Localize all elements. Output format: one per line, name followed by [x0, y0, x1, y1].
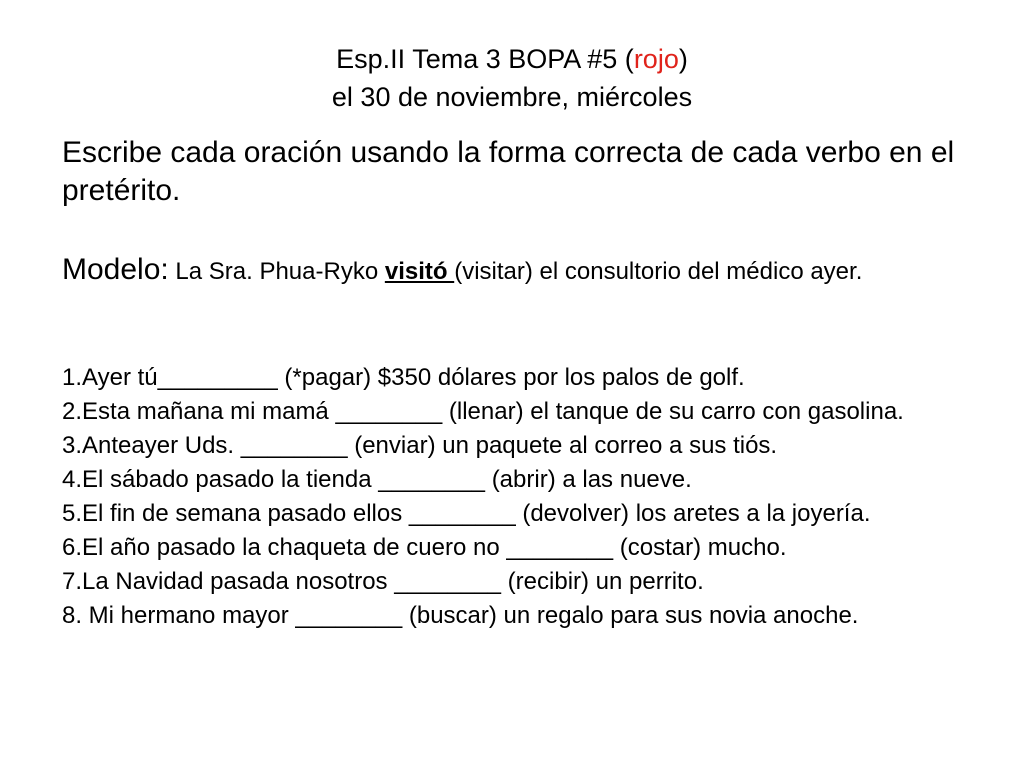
model-sentence-end: (visitar) el consultorio del médico ayer.	[454, 258, 863, 285]
model-example	[62, 252, 962, 290]
title-suffix: )	[678, 44, 688, 74]
instructions-text: Escribe cada oración usando la forma correcta de cada verbo en el pretérito.	[62, 136, 955, 207]
exercise-item-4: 4.El sábado pasado la tienda ________ (abrir) a las nueve.	[62, 466, 692, 493]
title-line	[0, 40, 1024, 78]
color-word: rojo	[633, 44, 679, 74]
exercise-item-6: 6.El año pasado la chaqueta de cuero no ________ (costar) mucho.	[62, 534, 787, 561]
title-prefix: Esp.II Tema 3 BOPA #5 (	[336, 44, 634, 74]
exercise-item-8: 8. Mi hermano mayor ________ (buscar) un regalo para sus novia anoche.	[62, 602, 859, 629]
exercise-item-5: 5.El fin de semana pasado ellos ________ (devolver) los aretes a la joyería.	[62, 500, 871, 527]
model-label: Modelo:	[62, 253, 169, 286]
exercise-item-1: 1.Ayer tú_________ (*pagar) $350 dólares por los palos de golf.	[62, 364, 745, 391]
model-answer: visitó	[384, 258, 455, 285]
date-line: el 30 de noviembre, miércoles	[331, 82, 693, 112]
slide-header	[0, 40, 1024, 116]
model-sentence-start: La Sra. Phua-Ryko	[168, 258, 385, 285]
exercise-list	[62, 361, 962, 633]
exercise-item-3: 3.Anteayer Uds. ________ (enviar) un paquete al correo a sus tiós.	[62, 432, 778, 459]
exercise-item-2: 2.Esta mañana mi mamá ________ (llenar) el tanque de su carro con gasolina.	[62, 398, 904, 425]
exercise-item-7: 7.La Navidad pasada nosotros ________ (recibir) un perrito.	[62, 568, 704, 595]
